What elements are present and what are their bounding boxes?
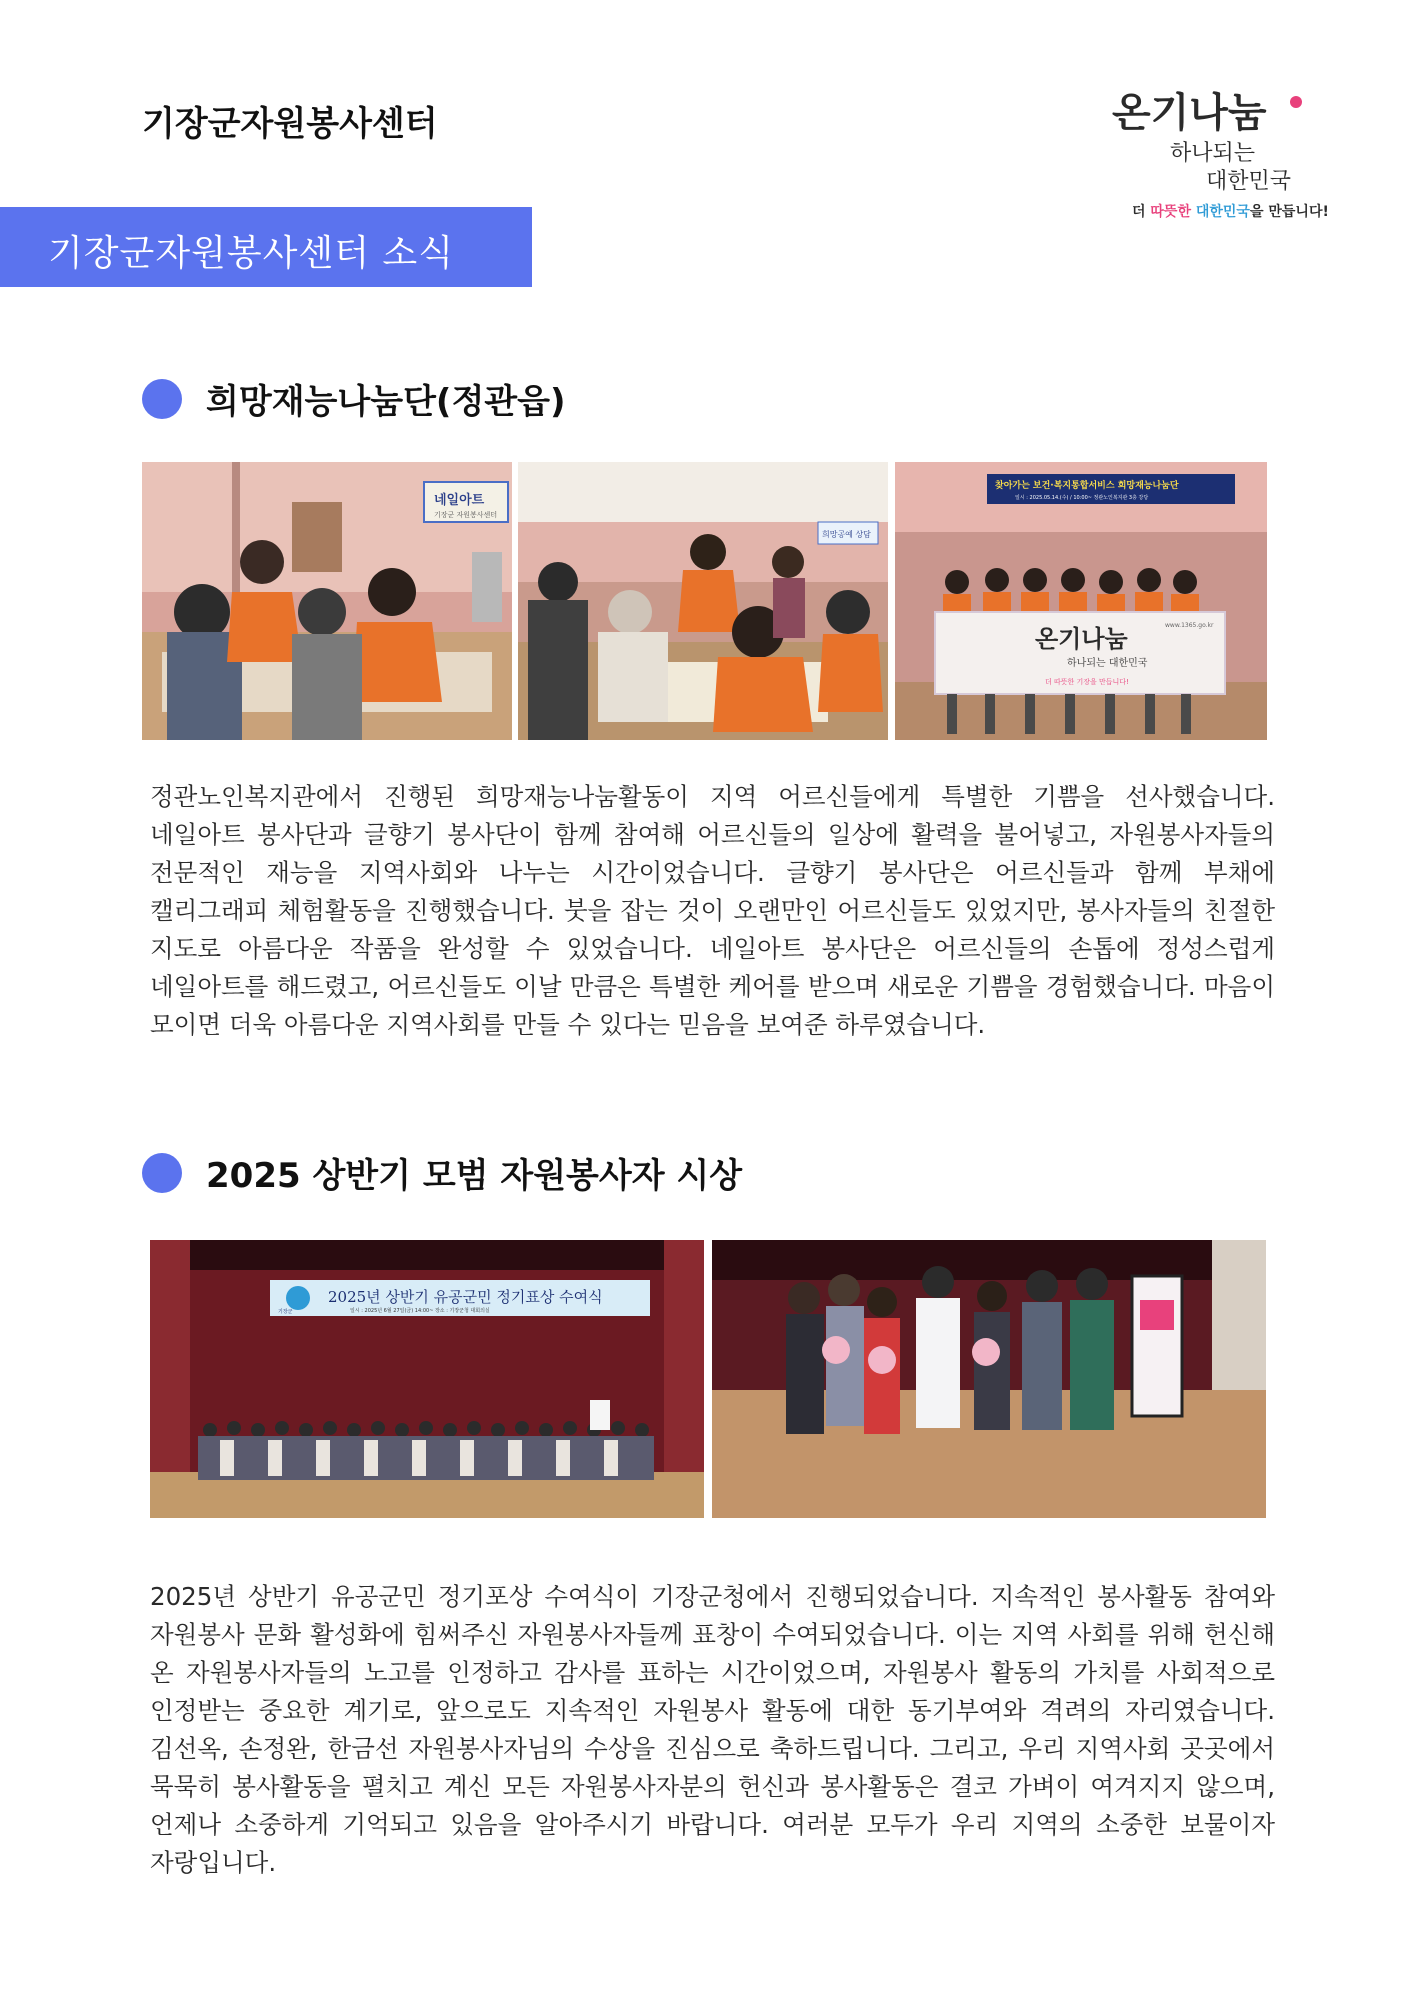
org-title: 기장군자원봉사센터 [142,104,438,144]
logo-slogan: 더 따뜻한 대한민국을 만듭니다! [1132,204,1329,220]
nail-art-sign: 네일아트 [434,493,485,508]
group-photo-banner-sub: 일시 : 2025.05.14.(수) / 10:00~ 정관노인복지관 3층 강당 [1015,495,1149,501]
group-photo-banner-title: 찾아가는 보건·복지통합서비스 희망재능나눔단 [995,481,1179,491]
group-photo-sign-slogan: 더 따뜻한 기장을 만듭니다! [1045,678,1129,686]
group-photo-banner [895,462,1267,740]
section1-title: 희망재능나눔단(정관읍) [206,382,566,422]
news-banner-label: 기장군자원봉사센터 소식 [48,233,454,274]
nail-art-sign-sub: 기장군 자원봉사센터 [434,511,498,519]
group-photo-sign-sub: 하나되는 대한민국 [1067,658,1148,669]
section2-body: 2025년 상반기 유공군민 정기포상 수여식이 기장군청에서 진행되었습니다. 지속적인 봉사활동 참여와 자원봉사 문화 활성화에 힘써주신 자원봉사자들께 표창이 수여되었습니다. 이는 지역 사회를 위해 헌신해 온 자원봉사자들의 노고를 인정하고 감사를 표하는 시간이었으며, 자원봉사 활동의 가치를 사회적으로 인정받는 중요한 계기로, 앞으로도 지속적인 자원봉사 활동에 대한 동기부여와 격려의 자리였습니다. 김선옥, 손정완, 한금선 자원봉사자님의 수상을 진심으로 축하드립니다. 그리고, 우리 지역사회 곳곳에서 묵묵히 봉사활동을 펼치고 계신 모든 자원봉사자분의 헌신과 봉사활동은 결코 가벼이 여겨지지 않으며, 언제나 소중하게 기억되고 있음을 알아주시기 바랍니다. 여러분 모두가 우리 지역의 소중한 보물이자 자랑입니다. [150,1582,1275,1877]
group-photo-sign-main: 온기나눔 [1035,625,1128,653]
logo-line2: 하나되는 [1170,141,1256,166]
group-photo-sign-url: www.1365.go.kr [1165,622,1214,629]
ceremony-stage-photo [150,1240,704,1518]
ongi-nanum-logo [1110,82,1330,222]
ceremony-banner-title: 2025년 상반기 유공군민 정기표상 수여식 [328,1288,603,1306]
bullet-dot-icon [142,1153,182,1193]
section2-title: 2025 상반기 모범 자원봉사자 시상 [206,1156,743,1196]
calligraphy-sign: 희망공예 상담 [822,530,871,539]
award-winners-photo [712,1240,1266,1518]
bullet-dot-icon [142,379,182,419]
logo-line1: 온기나눔 [1112,90,1267,136]
section1-heading [142,374,566,423]
nail-art-photo [142,462,512,740]
ceremony-logo-text: 기장군 [278,1309,293,1315]
section2-heading [142,1148,742,1197]
section1-body: 정관노인복지관에서 진행된 희망재능나눔활동이 지역 어르신들에게 특별한 기쁨을 선사했습니다. 네일아트 봉사단과 글향기 봉사단이 함께 참여해 어르신들의 일상에 활력을 불어넣고, 자원봉사자들의 전문적인 재능을 지역사회와 나누는 시간이었습니다. 글향기 봉사단은 어르신들과 함께 부채에 캘리그래피 체험활동을 진행했습니다. 붓을 잡는 것이 오랜만인 어르신들도 있었지만, 봉사자들의 친절한 지도로 아름다운 작품을 완성할 수 있었습니다. 네일아트 봉사단은 어르신들의 손톱에 정성스럽게 네일아트를 해드렸고, 어르신들도 이날 만큼은 특별한 케어를 받으며 새로운 기쁨을 경험했습니다. 마음이 모이면 더욱 아름다운 지역사회를 만들 수 있다는 믿음을 보여준 하루였습니다. [150,782,1275,1039]
calligraphy-photo [518,462,888,740]
news-section-banner [0,207,532,287]
ceremony-banner-sub: 일시 : 2025년 6월 27일(금) 14:00~ 장소 : 기장군청 대회의실 [350,1308,490,1314]
logo-line3: 대한민국 [1206,169,1292,194]
